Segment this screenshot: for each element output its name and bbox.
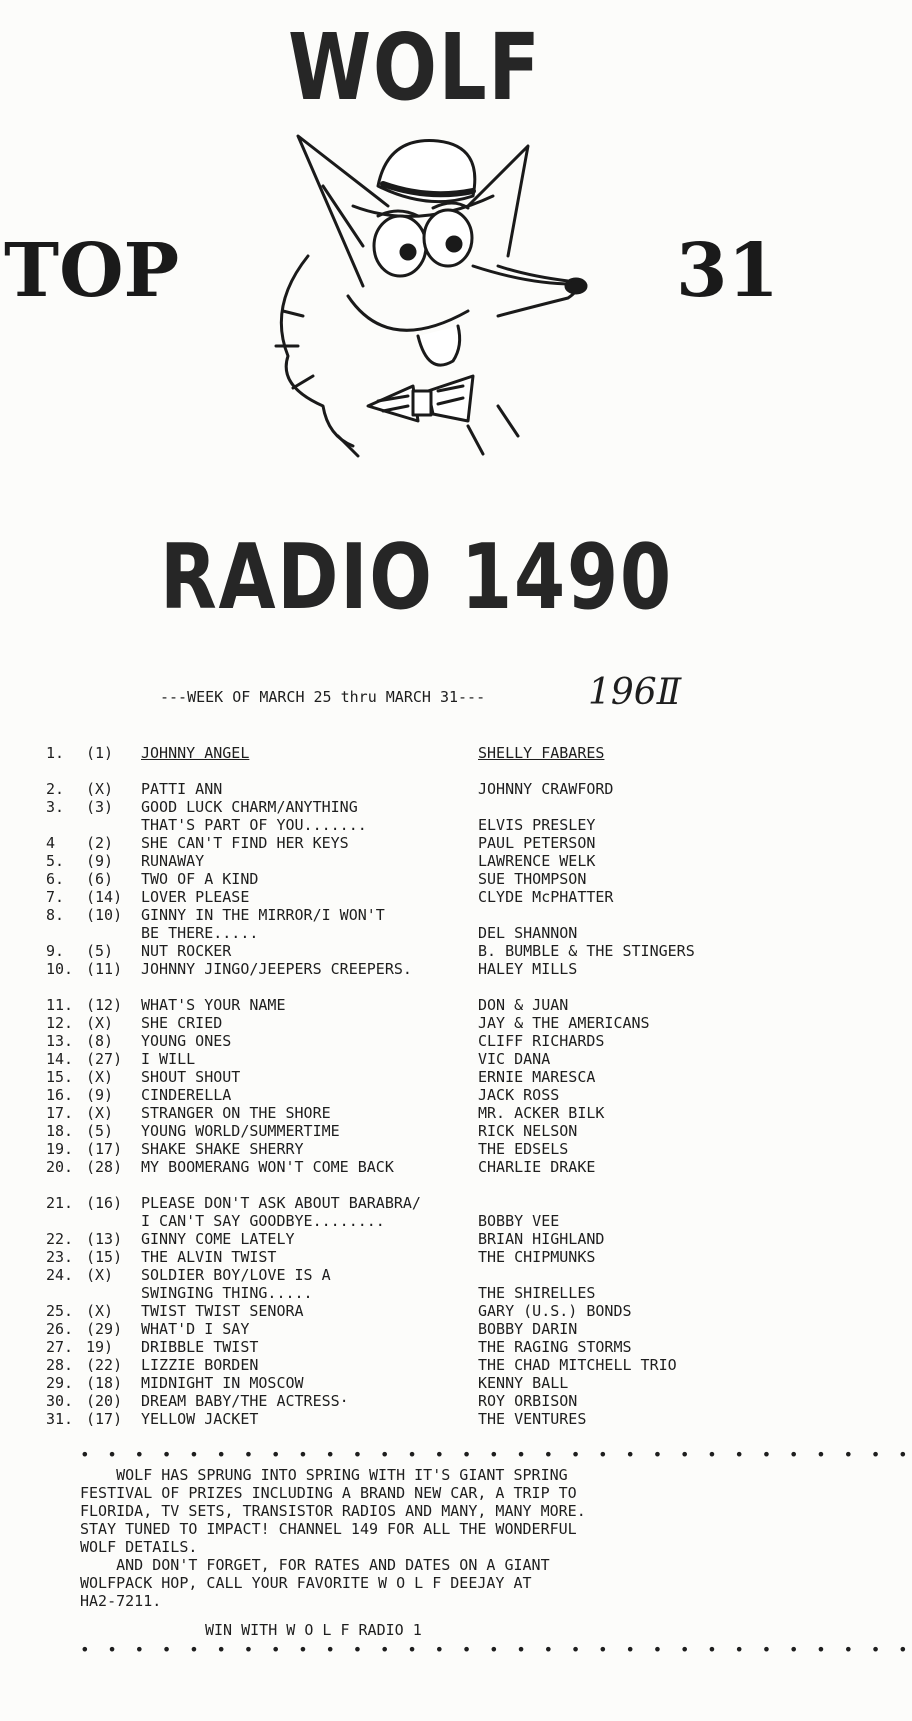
chart-rank: 10.: [46, 960, 74, 978]
previous-rank: (17): [86, 1410, 123, 1428]
previous-rank: (16): [86, 1194, 123, 1212]
previous-rank: (2): [86, 834, 114, 852]
artist-name: HALEY MILLS: [478, 960, 578, 978]
song-title: THE ALVIN TWIST: [141, 1248, 277, 1266]
chart-rank: 28.: [46, 1356, 74, 1374]
chart-rank: 6.: [46, 870, 65, 888]
song-title: WHAT'D I SAY: [141, 1320, 250, 1338]
song-title: WHAT'S YOUR NAME: [141, 996, 286, 1014]
station-title: WOLF: [288, 14, 542, 121]
chart-entry: [46, 798, 766, 816]
wolf-mascot-illustration: [268, 136, 598, 456]
chart-entry-continuation: [46, 924, 766, 942]
song-title: SHE CRIED: [141, 1014, 223, 1032]
chart-rank: 27.: [46, 1338, 74, 1356]
chart-entry: [46, 1068, 766, 1086]
chart-rank: 4: [46, 834, 56, 852]
artist-name: CLYDE McPHATTER: [478, 888, 614, 906]
song-title: SHAKE SHAKE SHERRY: [141, 1140, 304, 1158]
previous-rank: (9): [86, 1086, 114, 1104]
chart-entry: [46, 1410, 766, 1428]
artist-name: VIC DANA: [478, 1050, 551, 1068]
chart-entry: [46, 1356, 766, 1374]
artist-name: JACK ROSS: [478, 1086, 560, 1104]
chart-entry: [46, 1032, 766, 1050]
previous-rank: (15): [86, 1248, 123, 1266]
chart-rank: 29.: [46, 1374, 74, 1392]
previous-rank: (1): [86, 744, 114, 762]
artist-name: B. BUMBLE & THE STINGERS: [478, 942, 695, 960]
chart-entry: [46, 744, 766, 762]
artist-name: BOBBY VEE: [478, 1212, 560, 1230]
song-title: YOUNG WORLD/SUMMERTIME: [141, 1122, 340, 1140]
chart-entry: [46, 1338, 766, 1356]
chart-entry: [46, 1374, 766, 1392]
artist-name: DON & JUAN: [478, 996, 569, 1014]
artist-name: THE EDSELS: [478, 1140, 569, 1158]
chart-rank: 7.: [46, 888, 65, 906]
song-title: TWIST TWIST SENORA: [141, 1302, 304, 1320]
artist-name: THE SHIRELLES: [478, 1284, 596, 1302]
song-title: SOLDIER BOY/LOVE IS A: [141, 1266, 331, 1284]
artist-name: ROY ORBISON: [478, 1392, 578, 1410]
chart-entry-continuation: [46, 1212, 766, 1230]
previous-rank: (X): [86, 1014, 114, 1032]
artist-name: BOBBY DARIN: [478, 1320, 578, 1338]
song-title: MIDNIGHT IN MOSCOW: [141, 1374, 304, 1392]
previous-rank: (3): [86, 798, 114, 816]
previous-rank: (9): [86, 852, 114, 870]
chart-rank: 26.: [46, 1320, 74, 1338]
chart-rank: 18.: [46, 1122, 74, 1140]
top-label: TOP: [4, 228, 180, 314]
song-title: TWO OF A KIND: [141, 870, 259, 888]
chart-rank: 8.: [46, 906, 65, 924]
artist-name: THE VENTURES: [478, 1410, 587, 1428]
artist-name: GARY (U.S.) BONDS: [478, 1302, 632, 1320]
chart-rank: 2.: [46, 780, 65, 798]
chart-rank: 16.: [46, 1086, 74, 1104]
song-title: GINNY IN THE MIRROR/I WON'T: [141, 906, 385, 924]
song-title: LOVER PLEASE: [141, 888, 250, 906]
song-title: LIZZIE BORDEN: [141, 1356, 259, 1374]
artist-name: SUE THOMPSON: [478, 870, 587, 888]
chart-entry: [46, 942, 766, 960]
chart-rank: 30.: [46, 1392, 74, 1410]
chart-rank: 17.: [46, 1104, 74, 1122]
artist-name: THE CHAD MITCHELL TRIO: [478, 1356, 677, 1374]
song-title: SHE CAN'T FIND HER KEYS: [141, 834, 349, 852]
song-title: GOOD LUCK CHARM/ANYTHING: [141, 798, 358, 816]
chart-rank: 14.: [46, 1050, 74, 1068]
previous-rank: (18): [86, 1374, 123, 1392]
artist-name: KENNY BALL: [478, 1374, 569, 1392]
chart-rank: 12.: [46, 1014, 74, 1032]
chart-entry: [46, 1230, 766, 1248]
chart-rank: 31.: [46, 1410, 74, 1428]
chart-entry: [46, 1140, 766, 1158]
song-title: STRANGER ON THE SHORE: [141, 1104, 331, 1122]
song-title: SWINGING THING.....: [141, 1284, 313, 1302]
chart-entry: [46, 1050, 766, 1068]
artist-name: MR. ACKER BILK: [478, 1104, 605, 1122]
chart-rank: 23.: [46, 1248, 74, 1266]
song-title: JOHNNY ANGEL: [141, 744, 250, 762]
song-title: MY BOOMERANG WON'T COME BACK: [141, 1158, 394, 1176]
station-frequency-heading: RADIO 1490: [160, 525, 673, 630]
song-chart-list: [46, 744, 766, 1428]
artist-name: PAUL PETERSON: [478, 834, 596, 852]
slogan: WIN WITH W O L F RADIO 1: [205, 1621, 422, 1639]
dotted-divider-bottom: • • • • • • • • • • • • • • • • • • • • • • • • • • • • • • •: [80, 1640, 912, 1659]
chart-entry: [46, 1158, 766, 1176]
artist-name: BRIAN HIGHLAND: [478, 1230, 605, 1248]
song-title: NUT ROCKER: [141, 942, 232, 960]
previous-rank: (11): [86, 960, 123, 978]
previous-rank: (13): [86, 1230, 123, 1248]
song-title: SHOUT SHOUT: [141, 1068, 241, 1086]
section-spacer: [46, 978, 766, 996]
previous-rank: (14): [86, 888, 123, 906]
song-title: THAT'S PART OF YOU.......: [141, 816, 367, 834]
artist-name: SHELLY FABARES: [478, 744, 605, 762]
chart-entry: [46, 1122, 766, 1140]
chart-rank: 24.: [46, 1266, 74, 1284]
chart-entry: [46, 852, 766, 870]
previous-rank: (X): [86, 1266, 114, 1284]
previous-rank: (6): [86, 870, 114, 888]
previous-rank: (17): [86, 1140, 123, 1158]
chart-rank: 11.: [46, 996, 74, 1014]
dotted-divider-top: • • • • • • • • • • • • • • • • • • • • • • • • • • • • • • •: [80, 1445, 912, 1464]
song-title: YELLOW JACKET: [141, 1410, 259, 1428]
song-title: YOUNG ONES: [141, 1032, 232, 1050]
artist-name: JAY & THE AMERICANS: [478, 1014, 650, 1032]
section-spacer: [46, 1176, 766, 1194]
chart-entry: [46, 1302, 766, 1320]
chart-rank: 22.: [46, 1230, 74, 1248]
song-title: BE THERE.....: [141, 924, 259, 942]
chart-entry: [46, 1392, 766, 1410]
chart-entry: [46, 996, 766, 1014]
previous-rank: (22): [86, 1356, 123, 1374]
previous-rank: (28): [86, 1158, 123, 1176]
previous-rank: (5): [86, 942, 114, 960]
chart-rank: 19.: [46, 1140, 74, 1158]
chart-entry: [46, 888, 766, 906]
chart-rank: 20.: [46, 1158, 74, 1176]
song-title: PLEASE DON'T ASK ABOUT BARABRA/: [141, 1194, 421, 1212]
chart-entry: [46, 1248, 766, 1266]
previous-rank: (X): [86, 1068, 114, 1086]
chart-entry: [46, 906, 766, 924]
chart-rank: 13.: [46, 1032, 74, 1050]
previous-rank: (X): [86, 1104, 114, 1122]
previous-rank: (X): [86, 1302, 114, 1320]
chart-rank: 3.: [46, 798, 65, 816]
chart-entry: [46, 870, 766, 888]
chart-entry: [46, 1320, 766, 1338]
chart-entry: [46, 780, 766, 798]
song-title: RUNAWAY: [141, 852, 205, 870]
artist-name: LAWRENCE WELK: [478, 852, 596, 870]
artist-name: CLIFF RICHARDS: [478, 1032, 605, 1050]
artist-name: JOHNNY CRAWFORD: [478, 780, 614, 798]
chart-entry: [46, 960, 766, 978]
week-range: ---WEEK OF MARCH 25 thru MARCH 31---: [160, 688, 486, 706]
previous-rank: (20): [86, 1392, 123, 1410]
song-title: JOHNNY JINGO/JEEPERS CREEPERS.: [141, 960, 412, 978]
chart-rank: 9.: [46, 942, 65, 960]
previous-rank: (8): [86, 1032, 114, 1050]
song-title: CINDERELLA: [141, 1086, 232, 1104]
previous-rank: (29): [86, 1320, 123, 1338]
song-title: DREAM BABY/THE ACTRESS·: [141, 1392, 349, 1410]
chart-rank: 5.: [46, 852, 65, 870]
chart-rank: 25.: [46, 1302, 74, 1320]
artist-name: CHARLIE DRAKE: [478, 1158, 596, 1176]
song-title: GINNY COME LATELY: [141, 1230, 295, 1248]
previous-rank: (12): [86, 996, 123, 1014]
previous-rank: (5): [86, 1122, 114, 1140]
chart-rank: 15.: [46, 1068, 74, 1086]
song-title: DRIBBLE TWIST: [141, 1338, 259, 1356]
promo-text: WOLF HAS SPRUNG INTO SPRING WITH IT'S GIANT SPRING FESTIVAL OF PRIZES INCLUDING A BRAND NEW CAR, A TRIP TO FLORIDA, TV SETS, TRANSISTOR RADIOS AND MANY, MANY MORE. STAY TUNED TO IMPACT! CHANNEL 149 FOR ALL THE WONDERFUL WOLF DETAILS. AND DON'T FORGET, FOR RATES AND DATES ON A GIANT WOLFPACK HOP, CALL YOUR FAVORITE W O L F DEEJAY AT HA2-7211.: [80, 1466, 586, 1610]
chart-entry: [46, 1194, 766, 1212]
chart-rank: 21.: [46, 1194, 74, 1212]
artist-name: ELVIS PRESLEY: [478, 816, 596, 834]
artist-name: THE RAGING STORMS: [478, 1338, 632, 1356]
artist-name: THE CHIPMUNKS: [478, 1248, 596, 1266]
chart-entry: [46, 1266, 766, 1284]
song-title: I CAN'T SAY GOODBYE........: [141, 1212, 385, 1230]
artist-name: ERNIE MARESCA: [478, 1068, 596, 1086]
chart-size-number: 31: [676, 228, 779, 314]
handwritten-year: 196Ⅱ: [588, 672, 682, 713]
chart-entry: [46, 1104, 766, 1122]
chart-entry-continuation: [46, 1284, 766, 1302]
artist-name: RICK NELSON: [478, 1122, 578, 1140]
previous-rank: (10): [86, 906, 123, 924]
section-spacer: [46, 762, 766, 780]
chart-entry: [46, 1086, 766, 1104]
chart-entry: [46, 1014, 766, 1032]
song-title: PATTI ANN: [141, 780, 223, 798]
chart-entry-continuation: [46, 816, 766, 834]
song-title: I WILL: [141, 1050, 196, 1068]
artist-name: DEL SHANNON: [478, 924, 578, 942]
previous-rank: (27): [86, 1050, 123, 1068]
previous-rank: (X): [86, 780, 114, 798]
previous-rank: 19): [86, 1338, 114, 1356]
chart-entry: [46, 834, 766, 852]
chart-rank: 1.: [46, 744, 65, 762]
